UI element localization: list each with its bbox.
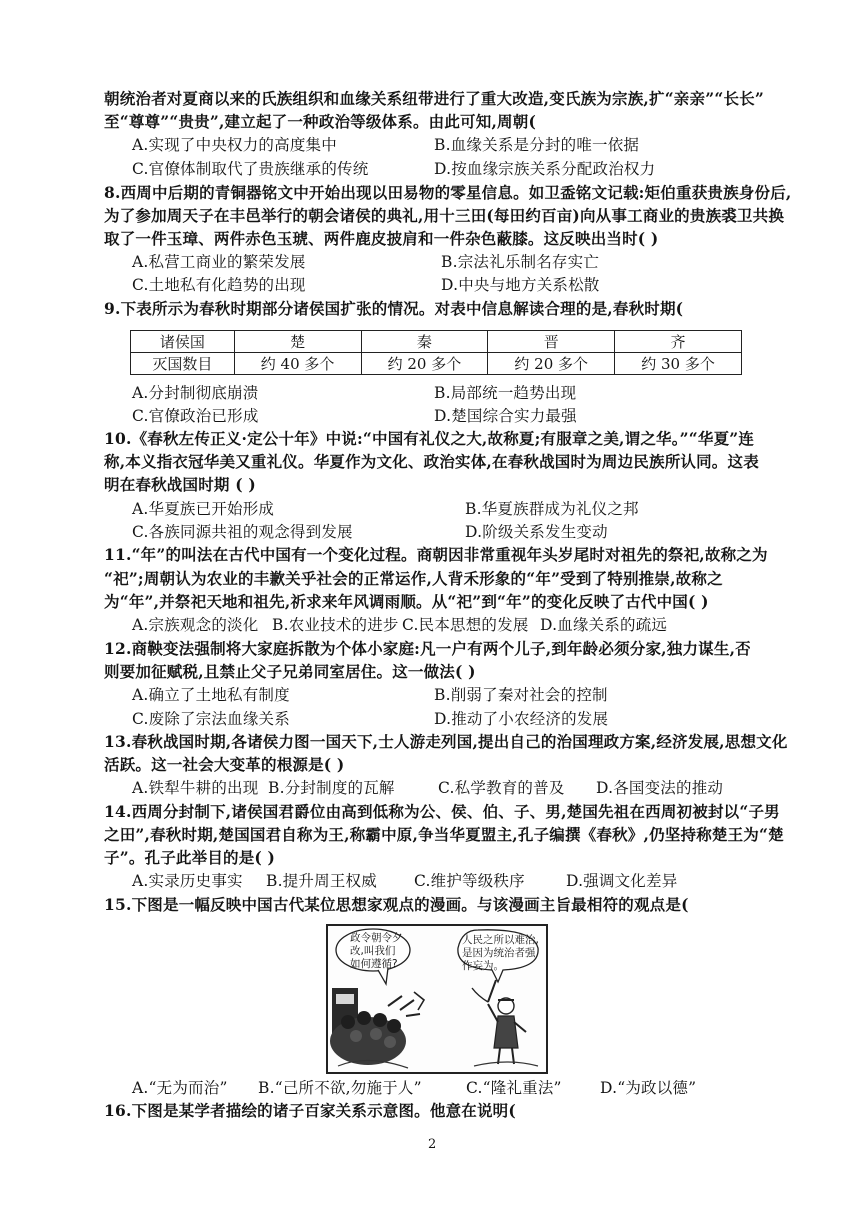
table-header-row <box>131 331 742 353</box>
table-cell: 约 20 多个 <box>488 353 615 375</box>
q14-option-c: C.维护等级秩序 <box>414 872 525 890</box>
table-cell: 晋 <box>488 331 615 353</box>
q8-option-d: D.中央与地方关系松散 <box>441 276 600 294</box>
q13-option-a: A.铁犁牛耕的出现 <box>132 779 259 797</box>
q8-line3: 取了一件玉璋、两件赤色玉琥、两件鹿皮披肩和一件杂色蔽膝。这反映出当时( ) <box>104 229 659 248</box>
q7-line2: 至“尊尊”“贵贵”,建立起了一种政治等级体系。由此可知,周朝( <box>104 112 536 131</box>
q7-option-c: C.官僚体制取代了贵族继承的传统 <box>132 160 369 178</box>
q13-option-c: C.私学教育的普及 <box>438 779 565 797</box>
q7-line1: 朝统治者对夏商以来的氏族组织和血缘关系纽带进行了重大改造,变氏族为宗族,扩“亲亲”“长长” <box>104 89 764 108</box>
q9-option-a: A.分封制彻底崩溃 <box>132 384 259 402</box>
expansion-table <box>130 330 742 375</box>
table-cell: 约 30 多个 <box>615 353 742 375</box>
left-bubble-line3: 如何遵循? <box>350 958 398 970</box>
q10-option-a: A.华夏族已开始形成 <box>132 500 275 518</box>
q15-option-b: B.“己所不欲,勿施于人” <box>258 1079 422 1097</box>
q14-option-d: D.强调文化差异 <box>566 872 678 890</box>
q11-option-a: A.宗族观念的淡化 <box>132 616 259 634</box>
q15-line1: 15.下图是一幅反映中国古代某位思想家观点的漫画。与该漫画主旨最相符的观点是( <box>104 895 689 914</box>
q14-line3: 子”。孔子此举目的是( ) <box>104 848 276 867</box>
table-cell: 齐 <box>615 331 742 353</box>
q7-option-d: D.按血缘宗族关系分配政治权力 <box>434 160 656 178</box>
table-cell: 诸侯国 <box>131 331 235 353</box>
q12-option-a: A.确立了土地私有制度 <box>132 686 290 704</box>
q10-line3: 明在春秋战国时期 ( ) <box>104 475 256 494</box>
q12-option-c: C.废除了宗法血缘关系 <box>132 710 290 728</box>
q9-option-c: C.官僚政治已形成 <box>132 407 259 425</box>
q14-line2: 之田”,春秋时期,楚国国君自称为王,称霸中原,争当华夏盟主,孔子编撰《春秋》,仍坚持称楚王为“楚 <box>104 825 784 844</box>
q7-option-a: A.实现了中央权力的高度集中 <box>132 136 337 154</box>
q8-option-b: B.宗法礼乐制名存实亡 <box>441 253 600 271</box>
q10-option-d: D.阶级关系发生变动 <box>465 523 608 541</box>
q15-option-c: C.“隆礼重法” <box>466 1079 562 1097</box>
q11-option-c: C.民本思想的发展 <box>402 616 529 634</box>
q11-line1: 11.“年”的叫法在古代中国有一个变化过程。商朝因非常重视年头岁尾时对祖先的祭祀,故称之为 <box>104 545 768 564</box>
q14-option-a: A.实录历史事实 <box>132 872 243 890</box>
right-bubble-line1: 人民之所以难治, <box>462 934 539 946</box>
thinker-cartoon <box>326 924 548 1074</box>
q11-line2: “祀”;周朝认为农业的丰歉关乎社会的正常运作,人背禾形象的“年”受到了特别推崇,故称之 <box>104 569 723 588</box>
q13-line2: 活跃。这一社会大变革的根源是( ) <box>104 755 345 774</box>
q7-option-b: B.血缘关系是分封的唯一依据 <box>434 136 640 154</box>
q12-option-d: D.推动了小农经济的发展 <box>434 710 609 728</box>
q14-option-b: B.提升周王权威 <box>266 872 377 890</box>
q11-line3: 为“年”,并祭祀天地和祖先,祈求来年风调雨顺。从“祀”到“年”的变化反映了古代中国( ) <box>104 592 709 611</box>
table-cell: 楚 <box>234 331 361 353</box>
q9-option-d: D.楚国综合实力最强 <box>434 407 577 425</box>
page-number: 2 <box>428 1137 437 1152</box>
q10-option-c: C.各族同源共祖的观念得到发展 <box>132 523 353 541</box>
table-cell: 约 20 多个 <box>361 353 488 375</box>
q8-option-a: A.私营工商业的繁荣发展 <box>132 253 306 271</box>
left-bubble-line1: 政令朝令夕 <box>350 932 403 944</box>
q9-option-b: B.局部统一趋势出现 <box>434 384 577 402</box>
q15-option-d: D.“为政以德” <box>600 1079 697 1097</box>
q13-option-b: B.分封制度的瓦解 <box>268 779 395 797</box>
q12-line2: 则要加征赋税,且禁止父子兄弟同室居住。这一做法( ) <box>104 662 476 681</box>
right-bubble-line3: 作妄为。 <box>462 960 504 972</box>
table-row <box>131 353 742 375</box>
q8-line2: 为了参加周天子在丰邑举行的朝会诸侯的典礼,用十三田(每田约百亩)向从事工商业的贵族裘卫共换 <box>104 206 785 225</box>
q9-line1: 9.下表所示为春秋时期部分诸侯国扩张的情况。对表中信息解读合理的是,春秋时期( <box>104 299 684 318</box>
q11-option-b: B.农业技术的进步 <box>272 616 399 634</box>
q8-line1: 8.西周中后期的青铜器铭文中开始出现以田易物的零星信息。如卫盉铭文记载:矩伯重获贵族身份后, <box>104 183 792 202</box>
q8-option-c: C.土地私有化趋势的出现 <box>132 276 306 294</box>
left-bubble-line2: 改,叫我们 <box>350 945 396 957</box>
table-cell: 秦 <box>361 331 488 353</box>
q16-line1: 16.下图是某学者描绘的诸子百家关系示意图。他意在说明( <box>104 1101 516 1120</box>
q13-option-d: D.各国变法的推动 <box>596 779 724 797</box>
table-cell: 灭国数目 <box>131 353 235 375</box>
q12-option-b: B.削弱了秦对社会的控制 <box>434 686 608 704</box>
q15-option-a: A.“无为而治” <box>132 1079 228 1097</box>
q14-line1: 14.西周分封制下,诸侯国君爵位由高到低称为公、侯、伯、子、男,楚国先祖在西周初被封以“子男 <box>104 802 780 821</box>
q10-line2: 称,本义指衣冠华美又重礼仪。华夏作为文化、政治实体,在春秋战国时为周边民族所认同。这表 <box>104 452 759 471</box>
q12-line1: 12.商鞅变法强制将大家庭拆散为个体小家庭:凡一户有两个儿子,到年龄必须分家,独力谋生,否 <box>104 639 751 658</box>
q10-line1: 10.《春秋左传正义·定公十年》中说:“中国有礼仪之大,故称夏;有服章之美,谓之华。”“华夏”连 <box>104 429 755 448</box>
q11-option-d: D.血缘关系的疏远 <box>540 616 668 634</box>
table-cell: 约 40 多个 <box>234 353 361 375</box>
right-bubble-line2: 是因为统治者强 <box>462 947 536 959</box>
q10-option-b: B.华夏族群成为礼仪之邦 <box>465 500 639 518</box>
q13-line1: 13.春秋战国时期,各诸侯力图一国天下,士人游走列国,提出自己的治国理政方案,经济发展,思想文化 <box>104 732 788 751</box>
